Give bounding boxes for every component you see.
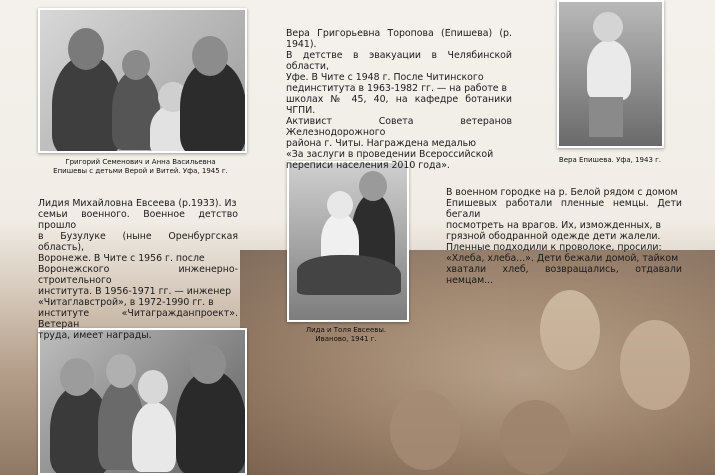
- bio-toropova: Вера Григорьевна Торопова (Епишева) (р. 1941). В детстве в эвакуации в Челябинской области, Уфе. В Чите с 1948 г. После Читинского пединститута в 1963-1982 гг. — на работе в школах № 45, 40, на кафедре ботаники ЧГПИ. Активист Совета ветеранов Железнодорожного района г. Читы. Награждена медалью «За заслуги в проведении Всероссийской переписи населения 2010 года».: [286, 28, 512, 171]
- photo-vera-1943: [557, 0, 664, 148]
- photo-family-1945: [38, 8, 247, 153]
- painting-child-figure: [540, 290, 600, 370]
- painting-child-figure: [390, 390, 460, 470]
- caption-family-1945: Григорий Семенович и Анна Васильевна Епишевы с детьми Верой и Витей. Уфа, 1945 г.: [53, 158, 228, 175]
- photo-lida-tolya-1941: [287, 161, 409, 322]
- caption-lida-tolya: Лида и Толя Евсеевы. Иваново, 1941 г.: [305, 326, 387, 343]
- caption-vera-1943: Вера Епишева. Уфа, 1943 г.: [558, 156, 662, 164]
- photo-group-portrait: [38, 328, 247, 475]
- memory-prisoners: В военном городке на р. Белой рядом с домом Епишевых работали пленные немцы. Дети бегали посмотреть на врагов. Их, изможденных, в грязной ободранной одежде дети жалели. Пленные подходили к проволоке, просили: «Хлеба, хлеба...». Дети бежали домой, тайком хватали хлеб, возвращались, отдавали немцам...: [446, 187, 682, 286]
- bio-evseeva: Лидия Михайловна Евсеева (р.1933). Из семьи военного. Военное детство прошло в Бузулуке (ныне Оренбургская область), Воронеже. В Чите с 1956 г. после Воронежского инженерно-строительного института. В 1956-1971 гг. — инженер «Читаглавстрой», в 1972-1990 гг. в институте «Читагражданпроект». Ветеран труда, имеет награды.: [38, 198, 238, 341]
- painting-child-figure: [620, 320, 690, 410]
- painting-child-figure: [500, 400, 570, 475]
